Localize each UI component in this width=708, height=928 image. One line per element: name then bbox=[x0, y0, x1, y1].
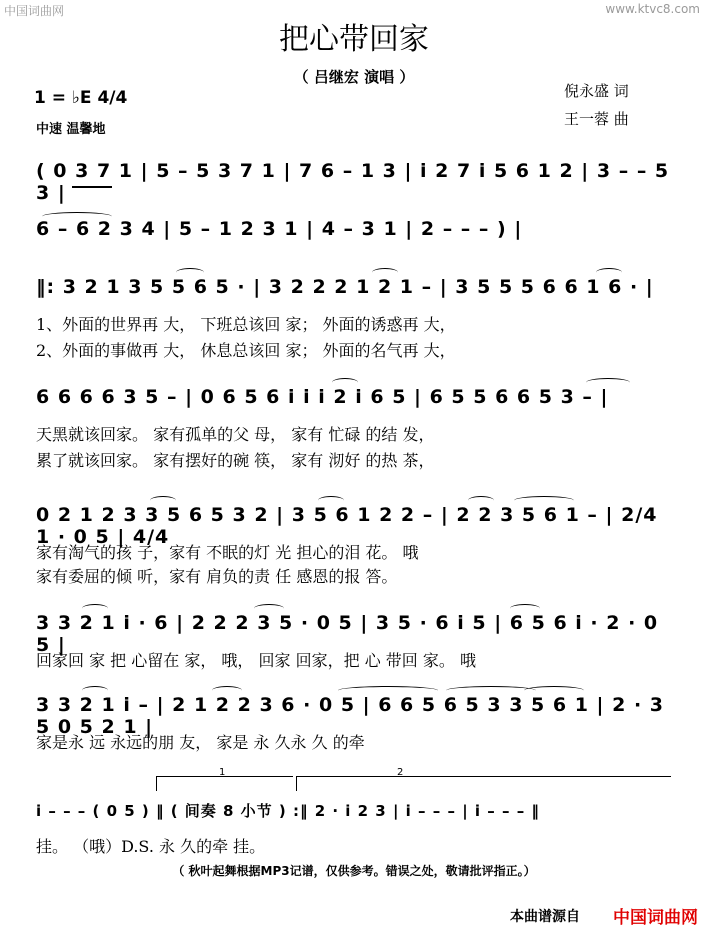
notation: i – – – ( 0 5 ) ‖ ( 间奏 8 小节 ) :‖ 2 · i 2 3 | i – – – | i – – – ‖ bbox=[36, 802, 540, 820]
lyric-line7: 家是永 远 永远的朋 友， 家是 永 久永 久 的牵 bbox=[36, 733, 365, 752]
notation: 6 6 6 6 3 5 – | 0 6 5 6 i i i 2 i 6 5 | 6 5 5 6 6 5 3 – | bbox=[36, 386, 609, 408]
volta-first: 1 bbox=[156, 776, 293, 791]
score-line-1 bbox=[36, 160, 676, 204]
score-line-4 bbox=[36, 386, 676, 422]
score-line-2 bbox=[36, 218, 676, 254]
composer-credit: 王一蓉 曲 bbox=[564, 110, 629, 128]
tempo-marking: 中速 温馨地 bbox=[36, 122, 106, 137]
notation: 0 2 1 2 3 3 5 6 5 3 2 | 3 5 6 1 2 2 – | 2 2 3 5 6 1 – | 2/4 1 · 0 5 | 4/4 bbox=[36, 504, 658, 548]
watermark-right: www.ktvc8.com bbox=[605, 2, 700, 16]
score-line-6 bbox=[36, 612, 676, 656]
lyric-line6: 回家回 家 把 心留在 家， 哦， 回家 回家，把 心 带回 家。 哦 bbox=[36, 651, 476, 670]
score-line-3 bbox=[36, 276, 676, 312]
score-line-8 bbox=[36, 800, 676, 836]
notation: 3 3 2 1 i – | 2 1 2 2 3 6 · 0 5 | 6 6 5 6 5 3 3 5 6 1 | 2 · 3 5 0 5 2 1 | bbox=[36, 694, 664, 738]
lyricist-credit: 倪永盛 词 bbox=[564, 82, 629, 100]
score-line-7 bbox=[36, 694, 676, 738]
notation: ( 0 3 7 1 | 5 – 5 3 7 1 | 7 6 – 1 3 | i 2 7 i 5 6 1 2 | 3 – – 5 3 | bbox=[36, 160, 670, 204]
notation: 3 3 2 1 i · 6 | 2 2 2 3 5 · 0 5 | 3 5 · 6 i 5 | 6 5 6 i · 2 · 0 5 | bbox=[36, 612, 659, 656]
lyric-verse2-line3: 2、外面的事做再 大， 休息总该回 家； 外面的名气再 大， bbox=[36, 341, 456, 360]
lyric-verse1-line4: 天黑就该回家。 家有孤单的父 母， 家有 忙碌 的结 发， bbox=[36, 425, 435, 444]
transcription-note: （ 秋叶起舞根据MP3记谱，仅供参考。错误之处，敬请批评指正。） bbox=[172, 864, 536, 878]
singer-credit: （ 吕继宏 演唱 ） bbox=[293, 68, 415, 86]
brand-logo: 中国词曲网 bbox=[613, 908, 698, 928]
lyric-line8: 挂。 （哦）D.S. 永 久的牵 挂。 bbox=[36, 837, 266, 856]
lyric-verse2-line5: 家有委屈的倾 听，家有 肩负的责 任 感恩的报 答。 bbox=[36, 567, 398, 586]
source-label: 本曲谱源自 bbox=[510, 909, 580, 925]
score-line-5 bbox=[36, 504, 676, 548]
lyric-verse1-line5: 家有淘气的孩 子，家有 不眠的灯 光 担心的泪 花。 哦 bbox=[36, 543, 419, 562]
song-title: 把心带回家 bbox=[279, 22, 429, 57]
notation: 6 – 6 2 3 4 | 5 – 1 2 3 1 | 4 – 3 1 | 2 – – – ) | bbox=[36, 218, 523, 240]
lyric-verse1-line3: 1、外面的世界再 大， 下班总该回 家； 外面的诱惑再 大， bbox=[36, 315, 456, 334]
key-signature: 1 = ♭E 4/4 bbox=[34, 88, 128, 108]
watermark-left: 中国词曲网 bbox=[4, 4, 65, 18]
volta-second: 2 bbox=[296, 776, 671, 791]
notation: ‖: 3 2 1 3 5 5 6 5 · | 3 2 2 2 1 2 1 – | 3 5 5 5 6 6 1 6 · | bbox=[36, 276, 654, 298]
lyric-verse2-line4: 累了就该回家。 家有摆好的碗 筷， 家有 沏好 的热 茶， bbox=[36, 451, 435, 470]
